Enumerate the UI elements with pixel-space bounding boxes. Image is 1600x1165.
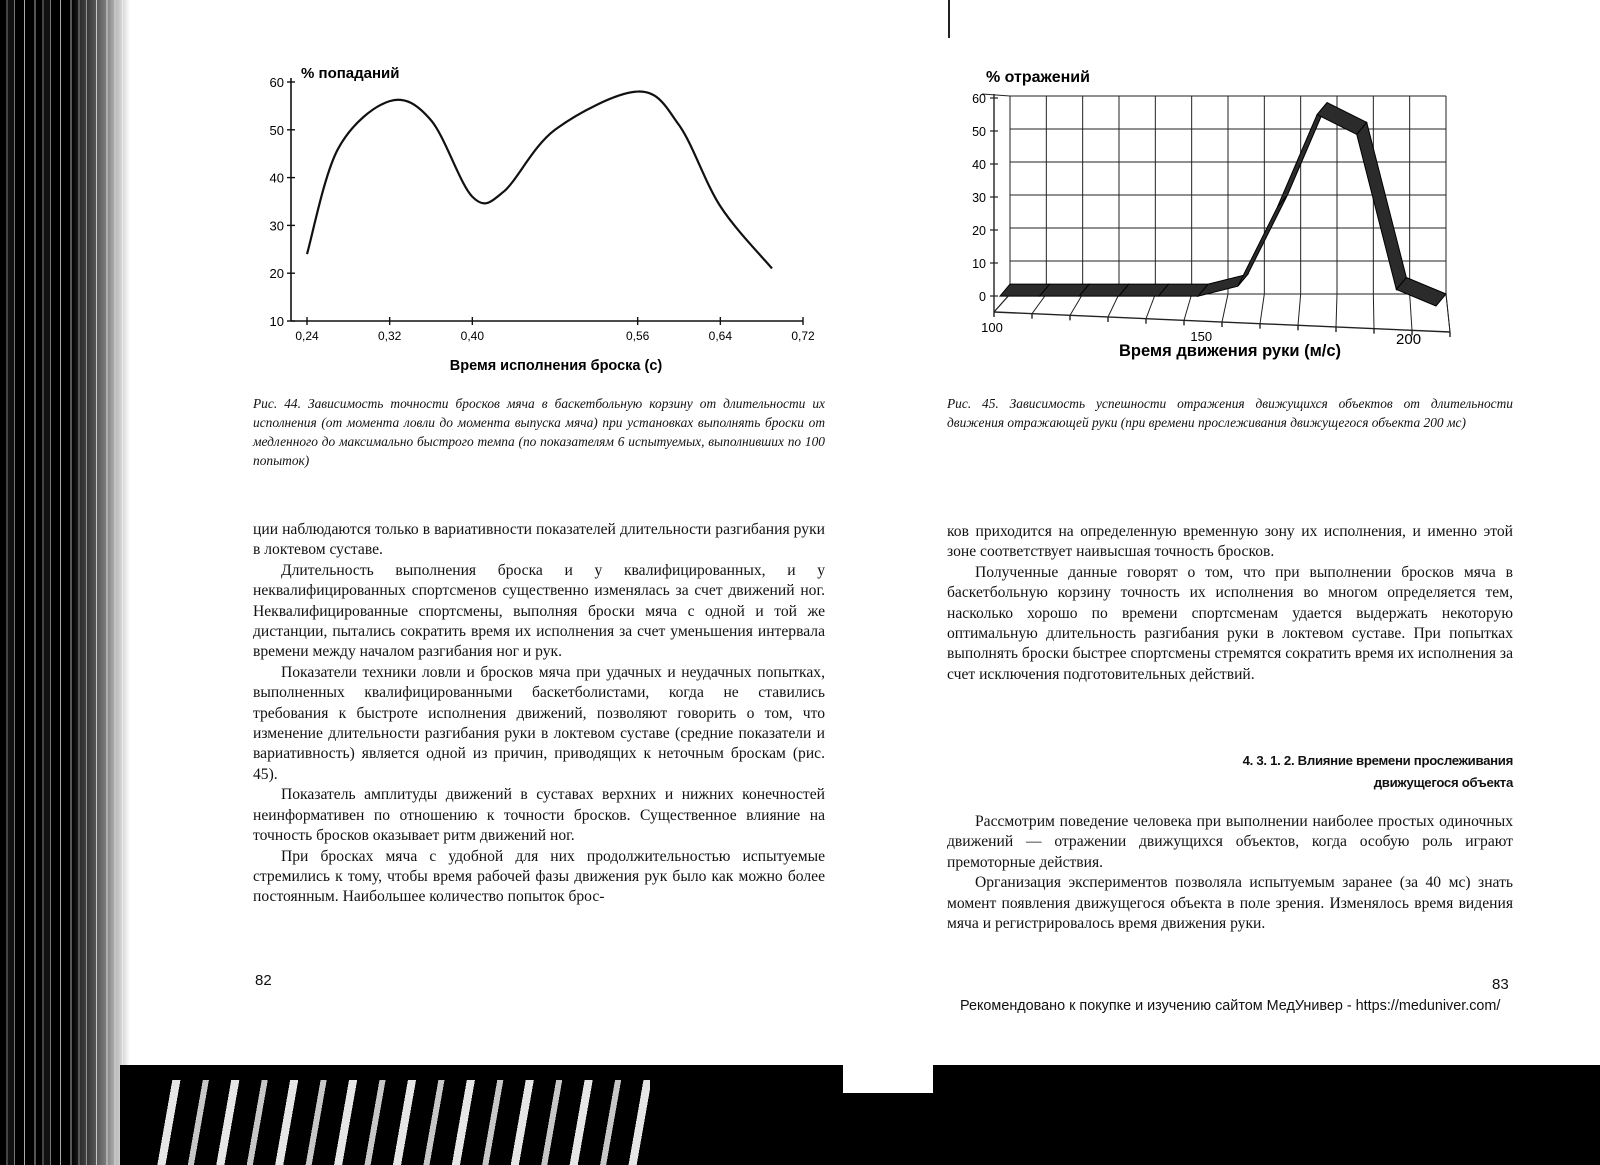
paragraph: ков приходится на определенную временную зону их исполнения, и именно этой зоне соответствует наивысшая точность бросков. xyxy=(947,523,1513,561)
x-tick-label: 100 xyxy=(981,320,1003,335)
x-tick-label: 0,72 xyxy=(791,329,815,343)
series-ribbon-segment xyxy=(1396,278,1446,307)
x-tick-label: 0,64 xyxy=(708,329,733,343)
chart-right-svg xyxy=(960,62,1480,372)
floor-grid-line xyxy=(1298,294,1301,325)
paragraph: Показатель амплитуды движений в суставах верхних и нижних конечностей неинформативен по отношению к точности бросков. Существенное влияние на точность бросков оказывает ритм движений ног. xyxy=(253,786,825,845)
series-ribbon-segment xyxy=(1277,103,1327,207)
y-tick-label: 50 xyxy=(269,122,284,138)
y-axis-label: % отражений xyxy=(986,69,1090,86)
floor-grid-line xyxy=(1336,294,1337,327)
page-number-left: 82 xyxy=(255,972,272,989)
section-heading-line2: движущегося объекта xyxy=(1373,775,1513,790)
y-tick-label: 20 xyxy=(269,266,284,282)
y-tick-label: 10 xyxy=(972,257,986,271)
floor-grid-line xyxy=(1260,294,1264,324)
paragraph: Полученные данные говорят о том, что при выполнении бросков мяча в баскетбольную корзину точность их исполнения во многом определяется тем, насколько хорошо по времени спортсменам удается выдержать некоторую оптимальную длительность разгибания руки в локтевом суставе. При попытках выполнять броски быстрее спортсмены стремятся сократить время их исполнения за счет исключения подготовительных действий. xyxy=(947,563,1513,683)
x-tick-label: 0,32 xyxy=(377,329,402,343)
footer-recommendation: Рекомендовано к покупке и изучению сайтом МедУнивер - https://meduniver.com/ xyxy=(960,998,1501,1014)
floor-grid-line xyxy=(994,294,1010,312)
left-page-text xyxy=(253,520,825,908)
section-heading xyxy=(947,750,1513,794)
chart-left-svg xyxy=(255,60,825,380)
series-ribbon-segment xyxy=(1357,122,1407,289)
paragraph: Показатели техники ловли и бросков мяча при удачных и неудачных попытках, выполненных квалифицированными баскетболистами, когда не ставились требования к быстроте исполнения движений, позволяют говорить о том, что изменение длительности разгибания руки в локтевом суставе (средние показатели и вариативность) является одной из причин, приводящих к неточным броскам (рис. 45). xyxy=(253,663,825,783)
series-line xyxy=(307,92,772,269)
y-tick-label: 60 xyxy=(972,92,986,106)
page-number-right: 83 xyxy=(1492,976,1509,993)
scan-edge-artifact xyxy=(0,0,130,1165)
right-page-text-bottom xyxy=(947,812,1513,934)
series-ribbon-segment xyxy=(1238,195,1288,286)
series-ribbon-segment xyxy=(1317,103,1367,135)
paragraph: Организация экспериментов позволяла испытуемым заранее (за 40 мс) знать момент появления движущегося объекта в поле зрения. Изменялось время видения мяча и регистрировалось время движения руки. xyxy=(947,874,1513,933)
y-tick-label: 30 xyxy=(972,191,986,205)
x-axis-label: Время исполнения броска (с) xyxy=(449,358,663,374)
x-tick-label: 0,56 xyxy=(625,329,650,343)
scan-tick-artifact xyxy=(948,0,950,38)
y-tick-label: 40 xyxy=(972,158,986,172)
x-tick-label: 0,40 xyxy=(460,329,485,343)
floor-grid-line xyxy=(1070,294,1083,315)
figure-caption-44: Рис. 44. Зависимость точности бросков мяча в баскетбольную корзину от длительности их исполнения (от момента ловли до момента выпуска мяча) при установках выполнять броски от медленного до максимально быстрого темпа (по показателям 6 испытуемых, выполнивших по 100 попыток) xyxy=(253,396,825,468)
y-axis-label: % попаданий xyxy=(301,65,400,82)
x-tick-label: 200 xyxy=(1396,331,1422,349)
floor-grid-line xyxy=(1184,294,1192,320)
x-tick-label: 0,24 xyxy=(295,329,319,343)
y-tick-label: 30 xyxy=(269,218,284,234)
chart-reflection-vs-hand-time xyxy=(960,62,1480,372)
y-tick-label: 40 xyxy=(269,170,284,186)
y-tick-label: 0 xyxy=(979,290,986,304)
scan-notch-artifact xyxy=(843,1065,933,1093)
floor-grid-line xyxy=(1222,294,1228,322)
paragraph: При бросках мяча с удобной для них продолжительностью испытуемые стремились к тому, чтобы время рабочей фазы движения рук было как можно более постоянным. Наибольшее количество попыток брос- xyxy=(253,847,825,906)
paragraph: Рассмотрим поведение человека при выполнении наиболее простых одиночных движений — отражении движущихся объектов, когда особую роль играют премоторные действия. xyxy=(947,813,1513,871)
right-page-text-top xyxy=(947,522,1513,685)
left-wall-edge xyxy=(982,94,1010,96)
section-heading-line1: 4. 3. 1. 2. Влияние времени прослеживания xyxy=(1242,753,1513,768)
figure-caption-45: Рис. 45. Зависимость успешности отражения движущихся объектов от длительности движения отражающей руки (при времени прослеживания движущегося объекта 200 мс) xyxy=(947,396,1513,430)
scan-blob-artifact xyxy=(150,1080,650,1165)
x-axis-label: Время движения руки (м/с) xyxy=(1118,342,1342,360)
x-tick-label: 150 xyxy=(1190,329,1213,345)
chart-hit-rate-vs-throw-time xyxy=(255,60,825,380)
floor-grid-line xyxy=(1108,294,1119,317)
paragraph: ции наблюдаются только в вариативности показателей длительности разгибания руки в локтевом суставе. xyxy=(253,521,825,559)
y-tick-label: 50 xyxy=(972,125,986,139)
paragraph: Длительность выполнения броска и у квалифицированных, и у неквалифицированных спортсменов существенно изменялась за счет движений ног. Неквалифицированные спортсмены, выполняя броски мяча с одной и той же дистанции, пытались сократить время их исполнения за счет уменьшения интервала времени между началом разгибания ног и рук. xyxy=(253,561,825,661)
floor-grid-line xyxy=(1032,294,1046,314)
floor-grid-line xyxy=(1146,294,1155,319)
y-tick-label: 10 xyxy=(269,314,284,329)
y-tick-label: 20 xyxy=(972,224,986,238)
floor-grid-line xyxy=(1446,294,1450,332)
y-tick-label: 60 xyxy=(269,75,284,90)
floor-grid-line xyxy=(1373,294,1374,329)
floor-grid-line xyxy=(1410,294,1412,330)
